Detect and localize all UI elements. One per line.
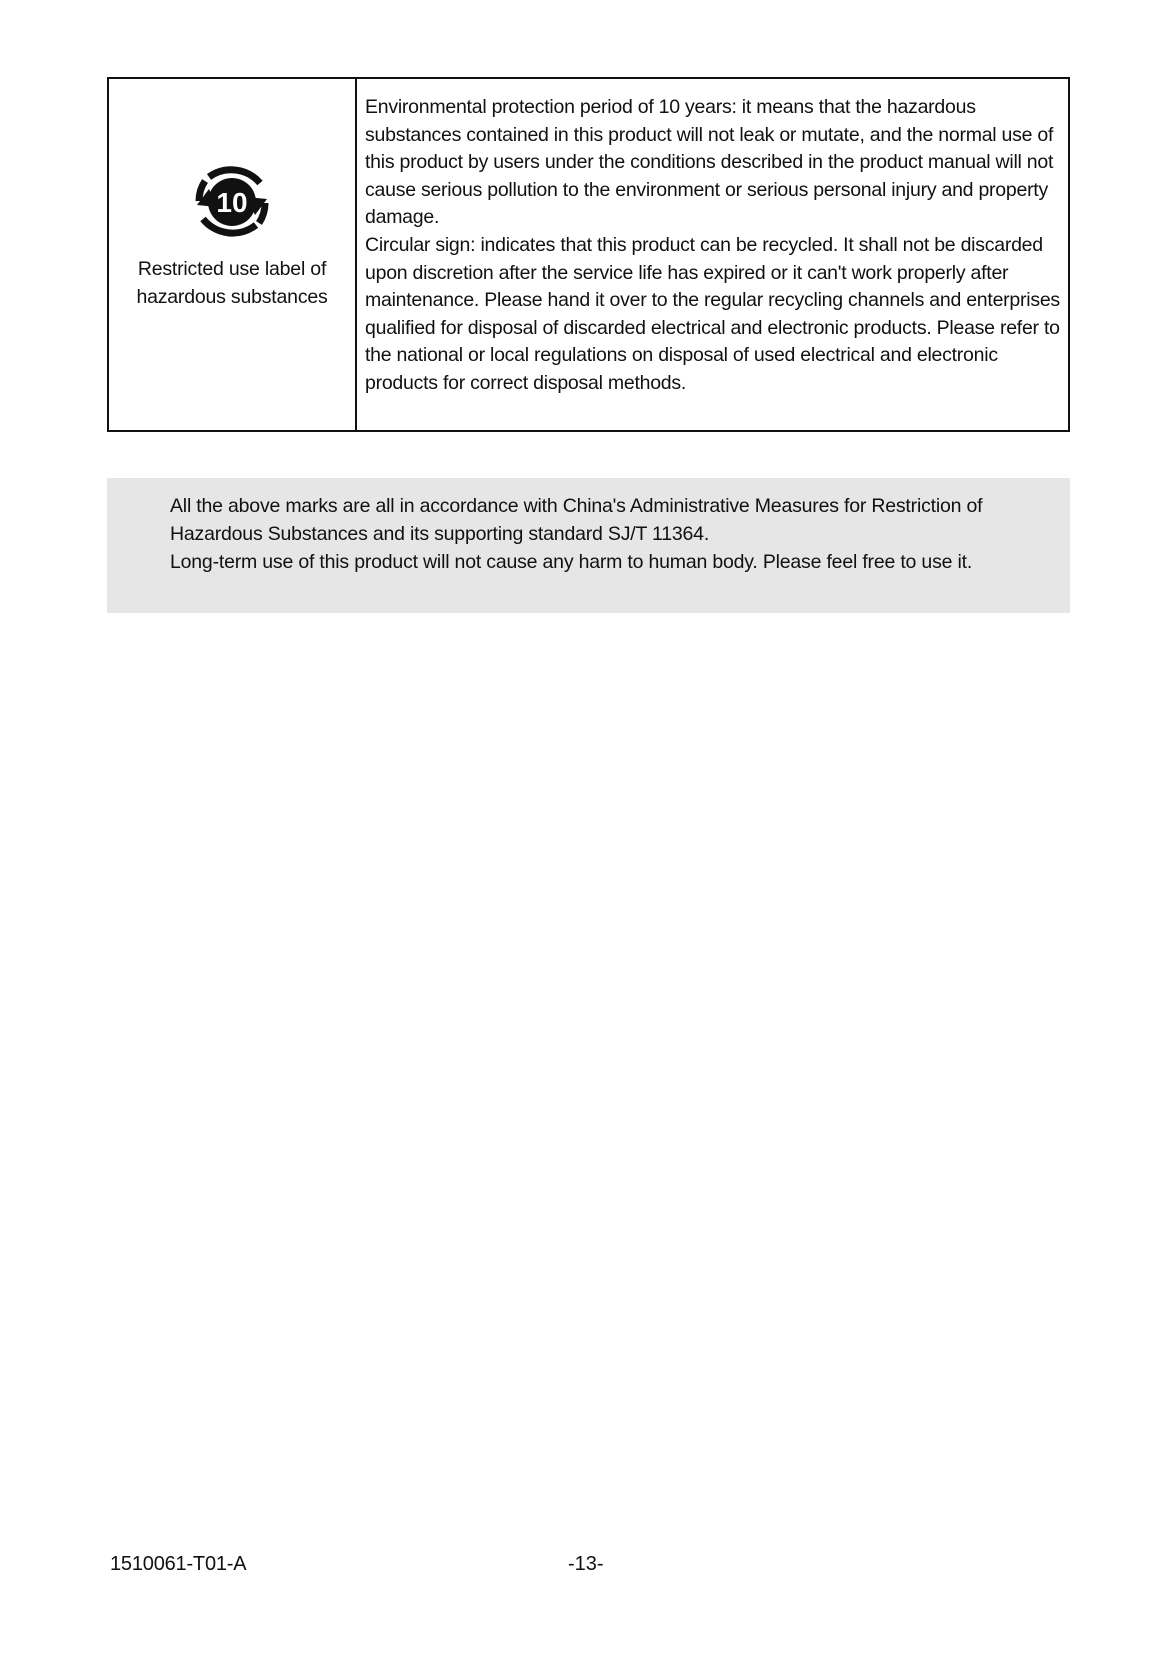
circular-sign-paragraph: Circular sign: indicates that this product can be recycled. It shall not be discarded upon discretion after the service life has expired or it can't work properly after maintenance. Please hand it over to the regular recycling channels and enterprises qualified for disposal of discarded electrical and electronic products. Please refer to the national or local regulations on disposal of used electrical and electronic products for correct disposal methods.	[365, 233, 1060, 394]
eco-icon-number: 10	[216, 187, 248, 218]
safety-paragraph: Long-term use of this product will not cause any harm to human body. Please feel free to use it.	[170, 551, 973, 573]
label-line-2: hazardous substances	[136, 286, 328, 308]
hazard-substances-table	[107, 77, 1070, 432]
eco-10-year-icon	[187, 159, 277, 245]
page-number: -13-	[568, 1553, 604, 1575]
label-cell	[109, 79, 357, 430]
label-line-1: Restricted use label of	[137, 258, 327, 280]
document-code: 1510061-T01-A	[110, 1553, 247, 1575]
compliance-note	[107, 478, 1070, 613]
environmental-protection-paragraph: Environmental protection period of 10 years: it means that the hazardous substances contained in this product will not leak or mutate, and the normal use of this product by users under the conditions described in the product manual will not cause serious pollution to the environment or serious personal injury and property damage.	[365, 96, 1054, 229]
compliance-paragraph: All the above marks are all in accordance with China's Administrative Measures for Restriction of Hazardous Substances and its supporting standard SJ/T 11364.	[170, 495, 983, 545]
description-cell	[357, 79, 1068, 430]
restricted-use-label	[109, 255, 355, 311]
